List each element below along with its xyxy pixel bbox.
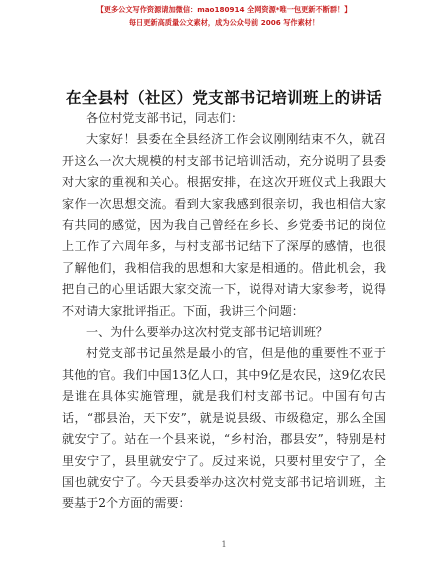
- header-banner: [0, 3, 448, 29]
- banner-line-2: 每日更新高质量公文素材，成为公众号前 2006 写作素材！: [128, 18, 320, 27]
- salutation: 各位村党支部书记，同志们：: [86, 111, 244, 125]
- paragraph: 村党支部书记虽然是最小的官，但是他的重要性不亚于其他的官。我们中国13亿人口，其中9亿是农民，这9亿农民是谁在具体实施管理，就是我们村支部书记。中国有句古话，“郡县治，天下安”，就是说县级、市级稳定，那么全国就安宁了。站在一个县来说，“乡村治，郡县安”，特别是村里安宁了，县里就安宁了。反过来说，只要村里安宁了，全国也就安宁了。今天县委举办这次村党支部书记培训班，主要基于2个方面的需要：: [62, 346, 386, 511]
- paragraph: 大家好！县委在全县经济工作会议刚刚结束不久，就召开这么一次大规模的村支部书记培训活动，充分说明了县委对大家的重视和关心。根据安排，在这次开班仪式上我跟大家作一次思想交流。看到大家我感到很亲切，我也相信大家有共同的感觉，因为我自己曾经在乡长、乡党委书记的岗位上工作了六周年多，与村支部书记结下了深厚的感情，也很了解他们，我相信我的思想和大家是相通的。借此机会，我把自己的心里话跟大家交流一下，说得对请大家参考，说得不对请大家批评指正。下面，我讲三个问题：: [62, 132, 386, 318]
- section-heading: 一、为什么要举办这次村党支部书记培训班？: [86, 325, 328, 340]
- document-title: 在全县村（社区）党支部书记培训班上的讲话: [65, 89, 382, 107]
- page-number: 1: [221, 540, 227, 549]
- document-body: [62, 108, 386, 515]
- banner-line-1: 【更多公文写作资源请加微信：mao180914 全网资源*唯一包更新不断群！】: [96, 5, 352, 14]
